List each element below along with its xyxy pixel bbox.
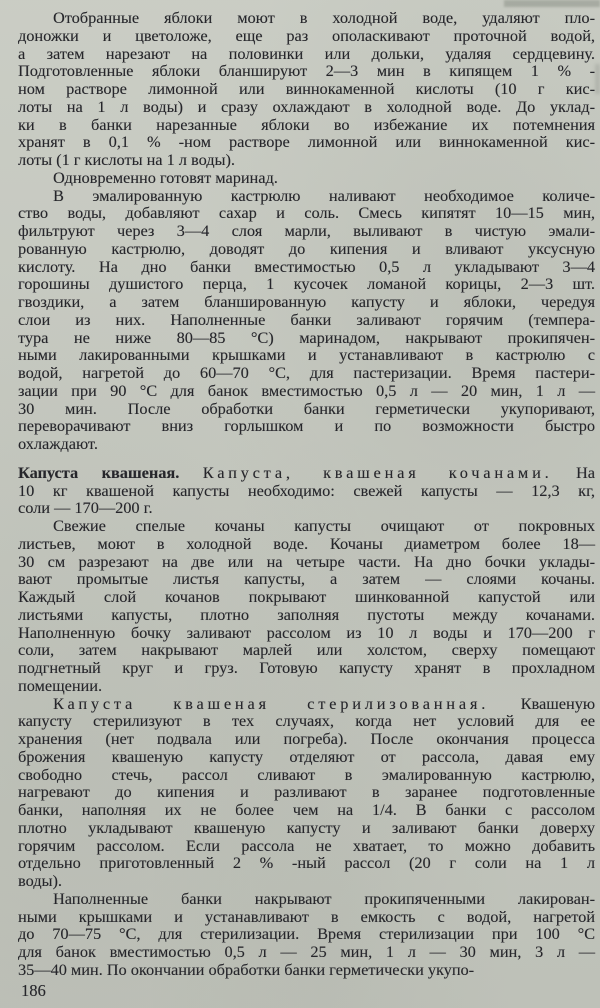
text-line: для банок вместимостью 0,5 л — 25 мин, 1 л — 30 мин, 3 л — [18, 942, 595, 961]
text-line: 30 см разрезают на две или на четыре части. На дно бочки уклады- [18, 551, 595, 571]
scan-smudge [595, 64, 600, 94]
text-line: Отобранные яблоки моют в холодной воде, удаляют пло- [53, 8, 595, 27]
text-line: капусту стерилизуют в тех случаях, когда нет условий для ее [18, 711, 595, 731]
text-line: вают промытые листья капусты, а затем — слоями кочаны. [18, 569, 595, 589]
text-line: переворачивают вниз горлышком и по возможности быстро [18, 416, 595, 436]
text-line: листьями капусты, плотно заполняя пустоты между кочанами. [18, 604, 595, 624]
text-line: доножки и цветоложе, еще раз ополаскивают проточной водой, [18, 25, 595, 45]
text-line: охлаждают. [18, 434, 98, 453]
text-line: 30 мин. После обработки банки герметически укупоривают, [18, 398, 595, 418]
text-line: тура не ниже 80—85 °С) маринадом, накрывают прокипячен- [18, 327, 595, 347]
text-line: рованную кастрюлю, доводят до кипения и вливают уксусную [18, 238, 595, 258]
text-line: плотно укладывают квашеную капусту и заливают банки доверху [18, 817, 595, 837]
text-line: соли — 170—200 г. [18, 498, 153, 518]
text-segment: На [552, 462, 595, 482]
text-line: фильтруют через 3—4 слоя марли, выливают в чистую эмали- [18, 221, 595, 240]
jars-sterilization-paragraph [18, 890, 595, 979]
text-line: Свежие спелые кочаны капусты очищают от покровных [53, 516, 595, 535]
run-in-heading: Капуста квашеная. [18, 462, 180, 482]
text-line: Каждый слой кочанов покрывают шинкованной капустой или [18, 587, 595, 606]
text-line: хранят в 0,1 % -ном растворе лимонной или виннокаменной кис- [18, 132, 595, 152]
text-line: нагревают до кипения и разливают в заранее подготовленные [18, 782, 595, 802]
text-line: хранения (нет подвала или погреба). После окончания процесса [18, 729, 595, 748]
text-line: Одновременно готовят маринад. [53, 167, 278, 187]
text-line: ном растворе лимонной или виннокаменной кислоты (10 г кис- [18, 79, 595, 98]
page-number: 186 [21, 981, 46, 1000]
text-line: гвоздики, а затем бланшированную капусту и яблоки, чередуя [18, 292, 595, 311]
text-line: Подготовленные яблоки бланшируют 2—3 мин в кипящем 1 % - [18, 61, 595, 81]
sauerkraut-section-paragraph [18, 464, 595, 517]
spaced-subheading: Капуста, квашеная кочанами. [202, 462, 553, 482]
sterilized-sauerkraut-paragraph [18, 695, 595, 890]
text-line: лоты на 1 л воды) и сразу охлаждают в холодной воде. До уклад- [18, 96, 595, 116]
text-line: отдельно приготовленный 2 % -ный рассол (20 г соли на 1 л [18, 853, 595, 873]
text-line: ными крышками и устанавливают в емкость с водой, нагретой [18, 906, 595, 926]
text-line: соли, затем накрывают марлей или холстом, сверху помещают [18, 640, 595, 660]
text-line: В эмалированную кастрюлю наливают необходимое количе- [53, 185, 595, 205]
text-line: помещении. [18, 675, 103, 695]
text-line: листьев, моют в холодной воде. Кочаны диаметром более 18— [18, 533, 595, 553]
text-line: свободно стечь, рассол сливают в эмалированную кастрюлю, [18, 764, 595, 784]
text-line: горошины душистого перца, 1 кусочек ломаной корицы, 2—3 шт. [18, 274, 595, 294]
text-line: ными лакированными крышками и устанавливают в кастрюлю с [18, 345, 595, 365]
text-line: до 70—75 °С, для стерилизации. Время стерилизации при 100 °С [18, 924, 595, 944]
text-line: водой, нагретой до 60—70 °С, для пастеризации. Время пастери- [18, 363, 595, 382]
text-line [18, 695, 595, 713]
spaced-subheading: Капуста квашеная стерилизованная. [53, 693, 490, 713]
text-line: 35—40 мин. По окончании обработки банки герметически укупо- [18, 959, 475, 979]
marinade-note-paragraph [18, 169, 595, 187]
sauerkraut-procedure-paragraph [18, 517, 595, 695]
text-line: а затем нарезают на половинки или дольки, удаляя сердцевину. [18, 43, 595, 63]
text-segment [179, 463, 203, 482]
apples-preparation-paragraph [18, 9, 595, 169]
text-line: слои из них. Наполненные банки заливают горячим (темпера- [18, 309, 595, 329]
text-line: воды). [18, 871, 62, 890]
text-line: зации при 90 °С для банок вместимостью 0,5 л — 20 мин, 1 л — [18, 380, 595, 400]
text-line: ство воды, добавляют сахар и соль. Смесь кипятят 10—15 мин, [18, 203, 595, 223]
marinade-procedure-paragraph [18, 187, 595, 453]
text-line: 10 кг квашеной капусты необходимо: свежей капусты — 12,3 кг, [18, 480, 595, 500]
scan-smudge [504, 0, 600, 7]
text-line [18, 464, 595, 482]
text-line: лоты (1 г кислоты на 1 л воды). [18, 150, 235, 169]
text-line: Наполненную бочку заливают рассолом из 10 л воды и 170—200 г [18, 622, 595, 642]
text-block [18, 9, 595, 979]
text-line: кислоту. На дно банки вместимостью 0,5 л укладывают 3—4 [18, 256, 595, 276]
text-line: ки в банки нарезанные яблоки во избежание их потемнения [18, 114, 595, 134]
text-segment: Квашеную [489, 693, 595, 713]
text-line: горячим рассолом. Если рассола не хватает, то можно добавить [18, 835, 595, 855]
text-line: брожения квашеную капусту отделяют от рассола, давая ему [18, 746, 595, 766]
text-line: Наполненные банки накрывают прокипяченными лакирован- [53, 888, 595, 908]
text-line: подгнетный круг и груз. Готовую капусту хранят в прохладном [18, 658, 595, 677]
text-line: банки, наполняя их не более чем на 1/4. В банки с рассолом [18, 800, 595, 819]
